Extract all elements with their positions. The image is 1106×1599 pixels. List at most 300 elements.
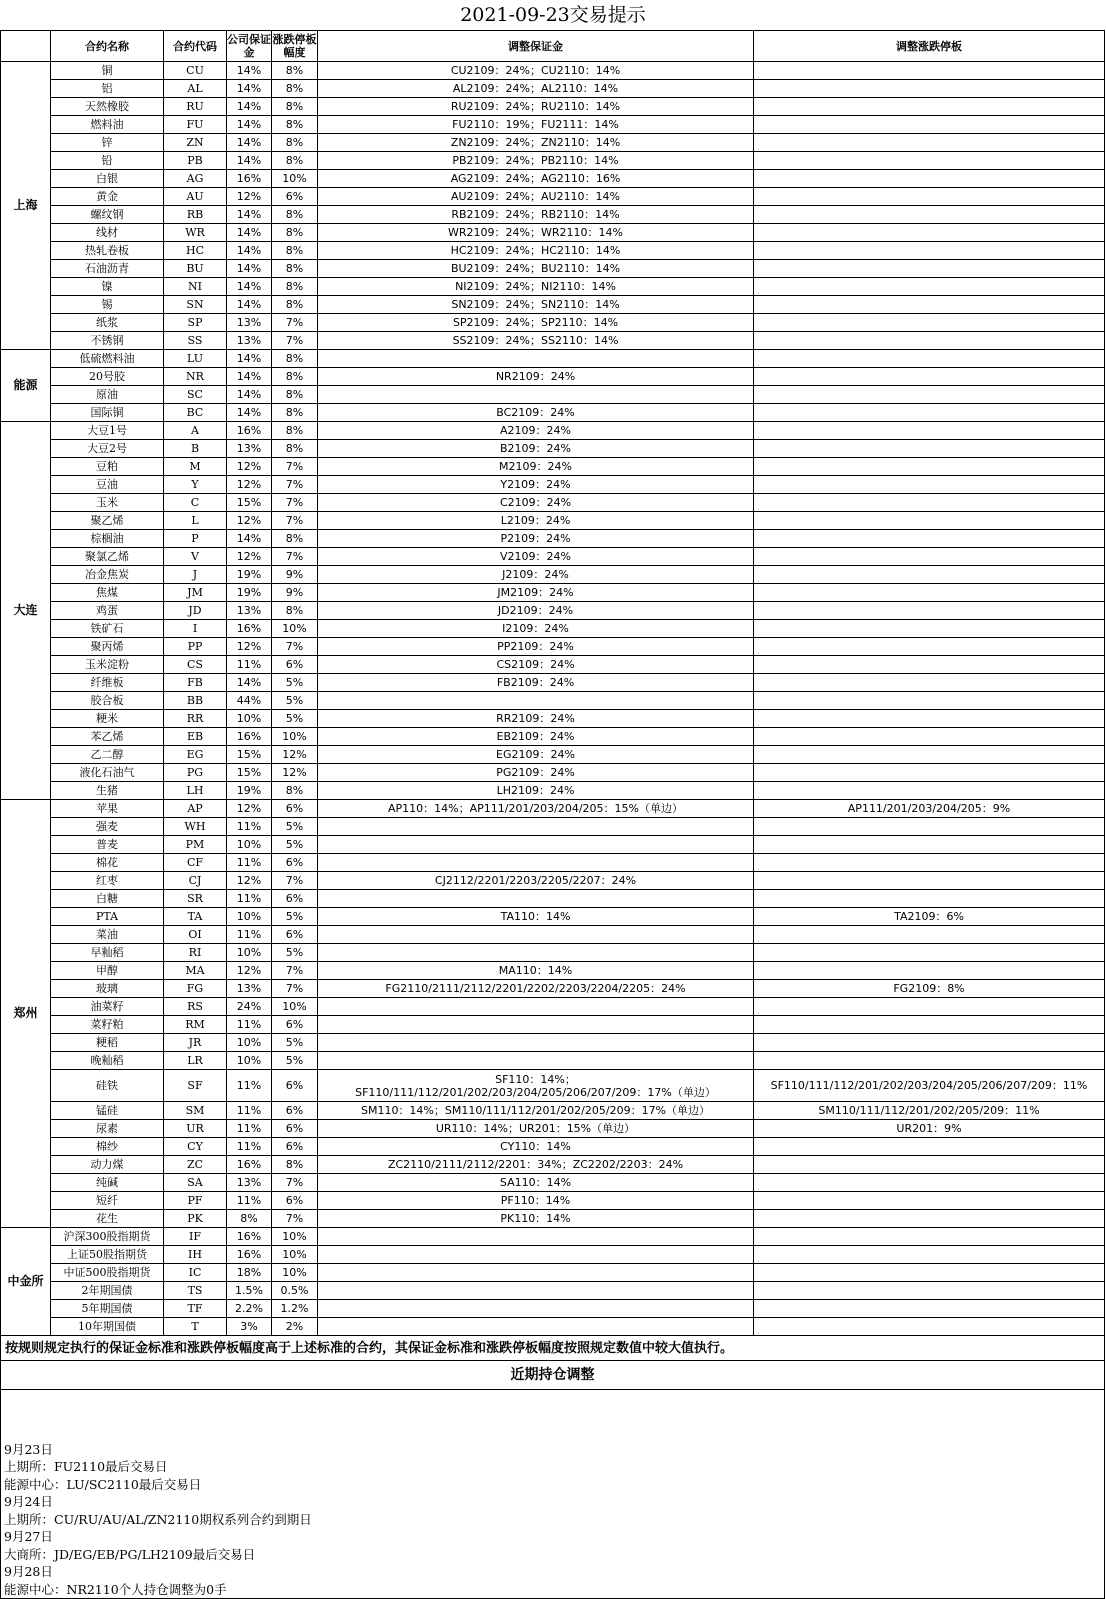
contract-name-cell: 棉纱 bbox=[51, 1138, 164, 1156]
contract-name-cell: 纯碱 bbox=[51, 1174, 164, 1192]
limit-range-cell: 8% bbox=[272, 206, 318, 224]
contract-name-cell: 铝 bbox=[51, 80, 164, 98]
adjusted-margin-cell: BC2109：24% bbox=[318, 404, 754, 422]
adjusted-limit-cell bbox=[754, 962, 1105, 980]
adjusted-margin-cell: AG2109：24%；AG2110：16% bbox=[318, 170, 754, 188]
contract-code-cell: J bbox=[164, 566, 227, 584]
contract-name-cell: 燃料油 bbox=[51, 116, 164, 134]
contract-code-cell: TS bbox=[164, 1282, 227, 1300]
limit-range-cell: 8% bbox=[272, 152, 318, 170]
contract-row bbox=[1, 638, 1105, 656]
company-margin-cell: 16% bbox=[227, 170, 272, 188]
contract-name-cell: 聚乙烯 bbox=[51, 512, 164, 530]
adjusted-limit-cell bbox=[754, 566, 1105, 584]
adjusted-limit-cell bbox=[754, 1282, 1105, 1300]
adjusted-margin-cell bbox=[318, 836, 754, 854]
company-margin-cell: 12% bbox=[227, 476, 272, 494]
adjusted-margin-cell: C2109：24% bbox=[318, 494, 754, 512]
contract-code-cell: CJ bbox=[164, 872, 227, 890]
contract-code-cell: NI bbox=[164, 278, 227, 296]
company-margin-cell: 16% bbox=[227, 1246, 272, 1264]
limit-range-cell: 5% bbox=[272, 944, 318, 962]
adjusted-limit-cell bbox=[754, 62, 1105, 80]
contract-row bbox=[1, 674, 1105, 692]
adjusted-limit-cell bbox=[754, 260, 1105, 278]
limit-range-cell: 8% bbox=[272, 386, 318, 404]
limit-range-cell: 5% bbox=[272, 908, 318, 926]
limit-range-cell: 8% bbox=[272, 440, 318, 458]
adjusted-margin-cell bbox=[318, 944, 754, 962]
company-margin-cell: 44% bbox=[227, 692, 272, 710]
contract-row bbox=[1, 206, 1105, 224]
contract-code-cell: ZC bbox=[164, 1156, 227, 1174]
adjusted-margin-cell: CJ2112/2201/2203/2205/2207：24% bbox=[318, 872, 754, 890]
contract-code-cell: PB bbox=[164, 152, 227, 170]
adjusted-limit-cell bbox=[754, 404, 1105, 422]
contract-code-cell: FU bbox=[164, 116, 227, 134]
contract-name-cell: 白银 bbox=[51, 170, 164, 188]
adjusted-margin-cell: SA110：14% bbox=[318, 1174, 754, 1192]
contract-row bbox=[1, 1192, 1105, 1210]
adjusted-limit-cell bbox=[754, 584, 1105, 602]
company-margin-cell: 13% bbox=[227, 980, 272, 998]
company-margin-cell: 11% bbox=[227, 1070, 272, 1102]
contract-code-cell: RB bbox=[164, 206, 227, 224]
limit-range-cell: 7% bbox=[272, 332, 318, 350]
contract-row bbox=[1, 764, 1105, 782]
contract-code-cell: PK bbox=[164, 1210, 227, 1228]
contract-row bbox=[1, 512, 1105, 530]
contract-code-cell: WR bbox=[164, 224, 227, 242]
contract-row bbox=[1, 710, 1105, 728]
contract-name-cell: 棉花 bbox=[51, 854, 164, 872]
limit-range-cell: 7% bbox=[272, 512, 318, 530]
contract-row bbox=[1, 584, 1105, 602]
adjusted-limit-cell bbox=[754, 458, 1105, 476]
contract-name-cell: 粳稻 bbox=[51, 1034, 164, 1052]
adjusted-limit-cell bbox=[754, 656, 1105, 674]
contract-row bbox=[1, 476, 1105, 494]
contract-name-cell: 线材 bbox=[51, 224, 164, 242]
company-margin-cell: 8% bbox=[227, 1210, 272, 1228]
contract-row bbox=[1, 224, 1105, 242]
limit-range-cell: 5% bbox=[272, 692, 318, 710]
limit-range-cell: 5% bbox=[272, 674, 318, 692]
company-margin-cell: 11% bbox=[227, 890, 272, 908]
contract-code-cell: I bbox=[164, 620, 227, 638]
adjusted-margin-cell: MA110：14% bbox=[318, 962, 754, 980]
company-margin-cell: 16% bbox=[227, 620, 272, 638]
company-margin-cell: 11% bbox=[227, 1192, 272, 1210]
contract-code-cell: FB bbox=[164, 674, 227, 692]
adjusted-margin-cell: EB2109：24% bbox=[318, 728, 754, 746]
company-margin-cell: 10% bbox=[227, 908, 272, 926]
adjusted-limit-cell bbox=[754, 296, 1105, 314]
company-margin-cell: 10% bbox=[227, 836, 272, 854]
company-margin-cell: 14% bbox=[227, 98, 272, 116]
company-margin-cell: 10% bbox=[227, 1052, 272, 1070]
position-line: 9月27日 bbox=[4, 1529, 53, 1544]
contract-name-cell: 聚氯乙烯 bbox=[51, 548, 164, 566]
limit-range-cell: 8% bbox=[272, 278, 318, 296]
adjusted-limit-cell bbox=[754, 116, 1105, 134]
company-margin-cell: 19% bbox=[227, 782, 272, 800]
contract-row bbox=[1, 116, 1105, 134]
limit-range-cell: 7% bbox=[272, 638, 318, 656]
company-margin-cell: 13% bbox=[227, 1174, 272, 1192]
company-margin-cell: 1.5% bbox=[227, 1282, 272, 1300]
contract-code-cell: SR bbox=[164, 890, 227, 908]
adjusted-margin-cell bbox=[318, 1246, 754, 1264]
contract-row bbox=[1, 908, 1105, 926]
contract-name-cell: 液化石油气 bbox=[51, 764, 164, 782]
position-line: 9月24日 bbox=[4, 1494, 53, 1509]
adjusted-margin-cell: A2109：24% bbox=[318, 422, 754, 440]
company-margin-cell: 16% bbox=[227, 422, 272, 440]
limit-range-cell: 8% bbox=[272, 350, 318, 368]
limit-range-cell: 7% bbox=[272, 314, 318, 332]
contract-row bbox=[1, 458, 1105, 476]
company-margin-cell: 11% bbox=[227, 926, 272, 944]
contract-row bbox=[1, 1282, 1105, 1300]
adjusted-limit-cell bbox=[754, 494, 1105, 512]
contract-code-cell: AL bbox=[164, 80, 227, 98]
company-margin-cell: 11% bbox=[227, 854, 272, 872]
contract-name-cell: 油菜籽 bbox=[51, 998, 164, 1016]
contract-row bbox=[1, 494, 1105, 512]
contract-row bbox=[1, 1264, 1105, 1282]
contract-code-cell: RM bbox=[164, 1016, 227, 1034]
adjusted-limit-cell bbox=[754, 224, 1105, 242]
adjusted-limit-cell: SF110/111/112/201/202/203/204/205/206/207/209：11% bbox=[754, 1070, 1105, 1102]
contract-code-cell: TA bbox=[164, 908, 227, 926]
company-margin-cell: 12% bbox=[227, 638, 272, 656]
adjusted-limit-cell bbox=[754, 1016, 1105, 1034]
limit-range-cell: 7% bbox=[272, 494, 318, 512]
company-margin-cell: 14% bbox=[227, 152, 272, 170]
adjusted-margin-cell bbox=[318, 818, 754, 836]
contract-code-cell: AU bbox=[164, 188, 227, 206]
adjusted-limit-cell bbox=[754, 764, 1105, 782]
company-margin-cell: 14% bbox=[227, 296, 272, 314]
adjusted-margin-cell: SM110：14%；SM110/111/112/201/202/205/209：17%（单边） bbox=[318, 1102, 754, 1120]
limit-range-cell: 8% bbox=[272, 602, 318, 620]
contract-name-cell: 锡 bbox=[51, 296, 164, 314]
contract-name-cell: 锌 bbox=[51, 134, 164, 152]
contract-code-cell: JR bbox=[164, 1034, 227, 1052]
company-margin-cell: 13% bbox=[227, 602, 272, 620]
position-section-title: 近期持仓调整 bbox=[1, 1361, 1105, 1390]
contract-name-cell: 粳米 bbox=[51, 710, 164, 728]
contract-code-cell: SM bbox=[164, 1102, 227, 1120]
adjusted-margin-cell bbox=[318, 1228, 754, 1246]
limit-range-cell: 8% bbox=[272, 80, 318, 98]
company-margin-cell: 14% bbox=[227, 206, 272, 224]
contract-row bbox=[1, 998, 1105, 1016]
adjusted-limit-cell bbox=[754, 1246, 1105, 1264]
exchange-cell: 上海 bbox=[1, 62, 51, 350]
limit-range-cell: 8% bbox=[272, 242, 318, 260]
company-margin-cell: 14% bbox=[227, 80, 272, 98]
adjusted-margin-cell: I2109：24% bbox=[318, 620, 754, 638]
contract-row bbox=[1, 98, 1105, 116]
limit-range-cell: 8% bbox=[272, 98, 318, 116]
adjusted-margin-cell: B2109：24% bbox=[318, 440, 754, 458]
position-line: 上期所：CU/RU/AU/AL/ZN2110期权系列合约到期日 bbox=[4, 1511, 312, 1527]
contract-code-cell: LH bbox=[164, 782, 227, 800]
adjusted-margin-cell: RU2109：24%；RU2110：14% bbox=[318, 98, 754, 116]
limit-range-cell: 6% bbox=[272, 854, 318, 872]
contract-code-cell: MA bbox=[164, 962, 227, 980]
adjusted-limit-cell bbox=[754, 1138, 1105, 1156]
company-margin-cell: 12% bbox=[227, 458, 272, 476]
contract-row bbox=[1, 566, 1105, 584]
contract-name-cell: 天然橡胶 bbox=[51, 98, 164, 116]
limit-range-cell: 10% bbox=[272, 1246, 318, 1264]
adjusted-limit-cell bbox=[754, 818, 1105, 836]
contract-code-cell: RI bbox=[164, 944, 227, 962]
adjusted-limit-cell bbox=[754, 998, 1105, 1016]
contract-code-cell: OI bbox=[164, 926, 227, 944]
adjusted-margin-cell: JM2109：24% bbox=[318, 584, 754, 602]
contract-code-cell: JM bbox=[164, 584, 227, 602]
limit-range-cell: 6% bbox=[272, 1138, 318, 1156]
contract-code-cell: SF bbox=[164, 1070, 227, 1102]
contract-name-cell: 强麦 bbox=[51, 818, 164, 836]
limit-range-cell: 7% bbox=[272, 548, 318, 566]
company-margin-cell: 10% bbox=[227, 1034, 272, 1052]
company-margin-cell: 12% bbox=[227, 512, 272, 530]
contract-name-cell: 动力煤 bbox=[51, 1156, 164, 1174]
contract-name-cell: 早籼稻 bbox=[51, 944, 164, 962]
adjusted-margin-cell: L2109：24% bbox=[318, 512, 754, 530]
limit-range-cell: 7% bbox=[272, 458, 318, 476]
company-margin-cell: 14% bbox=[227, 350, 272, 368]
contract-row bbox=[1, 62, 1105, 80]
adjusted-limit-cell bbox=[754, 548, 1105, 566]
limit-range-cell: 12% bbox=[272, 746, 318, 764]
limit-range-cell: 8% bbox=[272, 260, 318, 278]
exchange-cell: 能源 bbox=[1, 350, 51, 422]
company-margin-cell: 14% bbox=[227, 260, 272, 278]
adjusted-limit-cell bbox=[754, 836, 1105, 854]
adjusted-margin-cell bbox=[318, 1318, 754, 1336]
exchange-cell: 郑州 bbox=[1, 800, 51, 1228]
adjusted-limit-cell bbox=[754, 1264, 1105, 1282]
contract-code-cell: CU bbox=[164, 62, 227, 80]
contract-name-cell: 鸡蛋 bbox=[51, 602, 164, 620]
adjusted-limit-cell bbox=[754, 1318, 1105, 1336]
contract-row bbox=[1, 1102, 1105, 1120]
contract-row bbox=[1, 782, 1105, 800]
contract-row bbox=[1, 620, 1105, 638]
contract-name-cell: 铅 bbox=[51, 152, 164, 170]
contract-code-cell: RU bbox=[164, 98, 227, 116]
limit-range-cell: 6% bbox=[272, 1192, 318, 1210]
contract-row bbox=[1, 1070, 1105, 1102]
adjusted-margin-cell: LH2109：24% bbox=[318, 782, 754, 800]
adjusted-limit-cell bbox=[754, 350, 1105, 368]
margin-table bbox=[0, 30, 1105, 1599]
adjusted-margin-cell: NI2109：24%；NI2110：14% bbox=[318, 278, 754, 296]
contract-row bbox=[1, 278, 1105, 296]
contract-row bbox=[1, 386, 1105, 404]
limit-range-cell: 1.2% bbox=[272, 1300, 318, 1318]
contract-code-cell: EG bbox=[164, 746, 227, 764]
contract-row bbox=[1, 1156, 1105, 1174]
adjusted-margin-cell: Y2109：24% bbox=[318, 476, 754, 494]
adjusted-margin-cell: M2109：24% bbox=[318, 458, 754, 476]
limit-range-cell: 6% bbox=[272, 890, 318, 908]
contract-name-cell: 花生 bbox=[51, 1210, 164, 1228]
limit-range-cell: 8% bbox=[272, 404, 318, 422]
contract-row bbox=[1, 404, 1105, 422]
contract-code-cell: JD bbox=[164, 602, 227, 620]
contract-name-cell: 生猪 bbox=[51, 782, 164, 800]
contract-row bbox=[1, 1016, 1105, 1034]
adjusted-limit-cell bbox=[754, 926, 1105, 944]
position-line: 9月28日 bbox=[4, 1564, 53, 1579]
position-content-row bbox=[1, 1390, 1105, 1599]
limit-range-cell: 7% bbox=[272, 980, 318, 998]
adjusted-margin-cell: HC2109：24%；HC2110：14% bbox=[318, 242, 754, 260]
adjusted-margin-cell: V2109：24% bbox=[318, 548, 754, 566]
adjusted-margin-cell bbox=[318, 1052, 754, 1070]
contract-name-cell: 沪深300股指期货 bbox=[51, 1228, 164, 1246]
adjusted-limit-cell: TA2109：6% bbox=[754, 908, 1105, 926]
contract-name-cell: 2年期国债 bbox=[51, 1282, 164, 1300]
contract-code-cell: SN bbox=[164, 296, 227, 314]
limit-range-cell: 7% bbox=[272, 872, 318, 890]
contract-row bbox=[1, 530, 1105, 548]
company-margin-cell: 12% bbox=[227, 188, 272, 206]
limit-range-cell: 6% bbox=[272, 1070, 318, 1102]
contract-name-cell: 乙二醇 bbox=[51, 746, 164, 764]
contract-name-cell: 菜油 bbox=[51, 926, 164, 944]
adjusted-limit-cell bbox=[754, 242, 1105, 260]
limit-range-cell: 8% bbox=[272, 422, 318, 440]
contract-code-cell: V bbox=[164, 548, 227, 566]
adjusted-margin-cell: PK110：14% bbox=[318, 1210, 754, 1228]
adjusted-limit-cell bbox=[754, 1052, 1105, 1070]
limit-range-cell: 8% bbox=[272, 296, 318, 314]
limit-range-cell: 10% bbox=[272, 620, 318, 638]
header-exchange bbox=[1, 31, 51, 62]
company-margin-cell: 10% bbox=[227, 944, 272, 962]
contract-code-cell: BU bbox=[164, 260, 227, 278]
contract-row bbox=[1, 602, 1105, 620]
contract-code-cell: LU bbox=[164, 350, 227, 368]
company-margin-cell: 11% bbox=[227, 1102, 272, 1120]
adjusted-margin-cell bbox=[318, 1016, 754, 1034]
adjusted-limit-cell bbox=[754, 170, 1105, 188]
contract-name-cell: 黄金 bbox=[51, 188, 164, 206]
company-margin-cell: 15% bbox=[227, 746, 272, 764]
contract-name-cell: 豆粕 bbox=[51, 458, 164, 476]
contract-name-cell: 上证50股指期货 bbox=[51, 1246, 164, 1264]
contract-row bbox=[1, 926, 1105, 944]
limit-range-cell: 8% bbox=[272, 224, 318, 242]
limit-range-cell: 8% bbox=[272, 116, 318, 134]
contract-name-cell: 纤维板 bbox=[51, 674, 164, 692]
contract-row bbox=[1, 962, 1105, 980]
contract-row bbox=[1, 656, 1105, 674]
limit-range-cell: 6% bbox=[272, 1102, 318, 1120]
company-margin-cell: 2.2% bbox=[227, 1300, 272, 1318]
company-margin-cell: 12% bbox=[227, 872, 272, 890]
adjusted-margin-cell: CS2109：24% bbox=[318, 656, 754, 674]
contract-name-cell: 菜籽粕 bbox=[51, 1016, 164, 1034]
contract-code-cell: M bbox=[164, 458, 227, 476]
adjusted-limit-cell bbox=[754, 332, 1105, 350]
header-limit-range: 涨跌停板幅度 bbox=[272, 31, 318, 62]
adjusted-limit-cell bbox=[754, 746, 1105, 764]
limit-range-cell: 8% bbox=[272, 62, 318, 80]
contract-code-cell: EB bbox=[164, 728, 227, 746]
adjusted-limit-cell bbox=[754, 422, 1105, 440]
limit-range-cell: 6% bbox=[272, 800, 318, 818]
contract-name-cell: 中证500股指期货 bbox=[51, 1264, 164, 1282]
position-line: 能源中心：LU/SC2110最后交易日 bbox=[4, 1476, 202, 1492]
company-margin-cell: 14% bbox=[227, 404, 272, 422]
contract-row bbox=[1, 1052, 1105, 1070]
adjusted-limit-cell bbox=[754, 314, 1105, 332]
contract-code-cell: LR bbox=[164, 1052, 227, 1070]
limit-range-cell: 7% bbox=[272, 1174, 318, 1192]
contract-row bbox=[1, 872, 1105, 890]
contract-name-cell: PTA bbox=[51, 908, 164, 926]
adjusted-limit-cell: AP111/201/203/204/205：9% bbox=[754, 800, 1105, 818]
contract-row bbox=[1, 818, 1105, 836]
company-margin-cell: 13% bbox=[227, 440, 272, 458]
company-margin-cell: 12% bbox=[227, 962, 272, 980]
adjusted-margin-cell bbox=[318, 350, 754, 368]
contract-code-cell: Y bbox=[164, 476, 227, 494]
exchange-cell: 大连 bbox=[1, 422, 51, 800]
limit-range-cell: 9% bbox=[272, 584, 318, 602]
contract-row bbox=[1, 1120, 1105, 1138]
adjusted-margin-cell: AU2109：24%；AU2110：14% bbox=[318, 188, 754, 206]
limit-range-cell: 7% bbox=[272, 476, 318, 494]
adjusted-limit-cell bbox=[754, 278, 1105, 296]
adjusted-limit-cell bbox=[754, 98, 1105, 116]
adjusted-margin-cell: CY110：14% bbox=[318, 1138, 754, 1156]
adjusted-limit-cell bbox=[754, 1192, 1105, 1210]
contract-row bbox=[1, 890, 1105, 908]
company-margin-cell: 14% bbox=[227, 242, 272, 260]
position-adjustments bbox=[1, 1390, 1105, 1599]
adjusted-margin-cell bbox=[318, 1282, 754, 1300]
header-company-margin: 公司保证金 bbox=[227, 31, 272, 62]
adjusted-margin-cell: SP2109：24%；SP2110：14% bbox=[318, 314, 754, 332]
contract-code-cell: P bbox=[164, 530, 227, 548]
contract-row bbox=[1, 1138, 1105, 1156]
limit-range-cell: 2% bbox=[272, 1318, 318, 1336]
contract-code-cell: CF bbox=[164, 854, 227, 872]
header-row bbox=[1, 31, 1105, 62]
adjusted-limit-cell bbox=[754, 152, 1105, 170]
contract-name-cell: 胶合板 bbox=[51, 692, 164, 710]
contract-row bbox=[1, 1300, 1105, 1318]
contract-code-cell: BC bbox=[164, 404, 227, 422]
adjusted-margin-cell bbox=[318, 1300, 754, 1318]
contract-code-cell: RR bbox=[164, 710, 227, 728]
page-title: 2021-09-23交易提示 bbox=[460, 4, 646, 26]
rule-note: 按规则规定执行的保证金标准和涨跌停板幅度高于上述标准的合约，其保证金标准和涨跌停板幅度按照规定数值中较大值执行。 bbox=[1, 1336, 1105, 1361]
limit-range-cell: 10% bbox=[272, 1228, 318, 1246]
contract-row bbox=[1, 800, 1105, 818]
adjusted-limit-cell bbox=[754, 368, 1105, 386]
